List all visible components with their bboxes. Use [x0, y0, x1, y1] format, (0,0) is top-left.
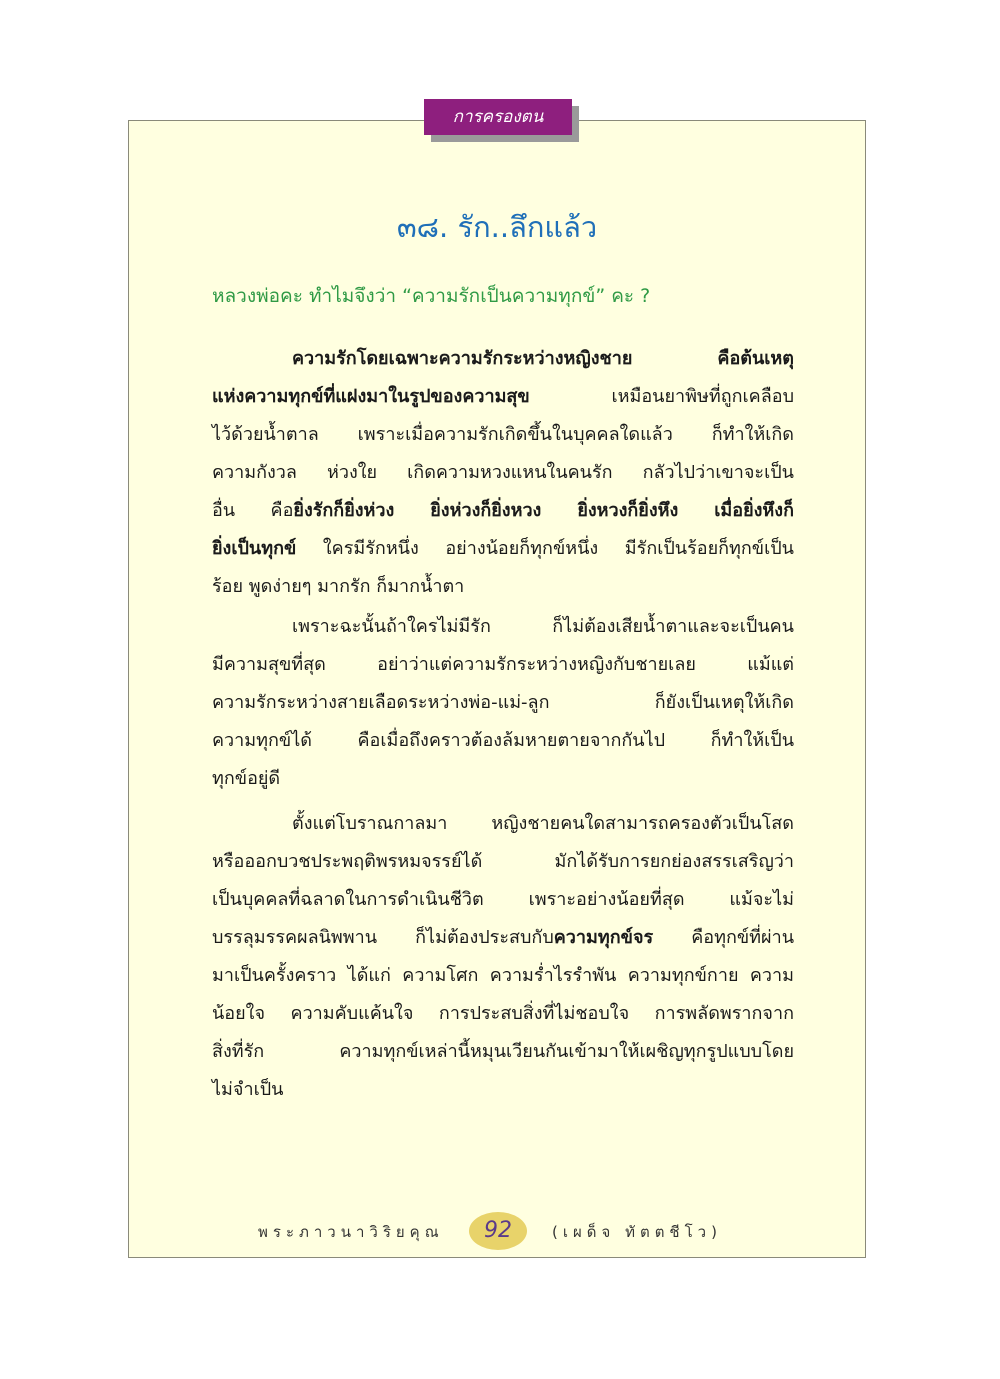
bold-text: ยิ่งเป็นทุกข์ [212, 538, 297, 559]
text-line: ไว้ด้วยน้ำตาล เพราะเมื่อความรักเกิดขึ้นในบุคคลใดแล้ว ก็ทำให้เกิด [212, 424, 794, 445]
text-line [212, 919, 794, 957]
text-line: สิ่งที่รัก ความทุกข์เหล่านี้หมุนเวียนกันเข้ามาให้เผชิญทุกรูปแบบโดย [212, 1041, 794, 1062]
text-line: หรือออกบวชประพฤติพรหมจรรย์ได้ มักได้รับการยกย่องสรรเสริญว่า [212, 851, 794, 872]
text-span: บรรลุมรรคผลนิพพาน ก็ไม่ต้องประสบกับ [212, 927, 554, 948]
text-span: ใครมีรักหนึ่ง อย่างน้อยก็ทุกข์หนึ่ง มีรักเป็นร้อยก็ทุกข์เป็น [296, 538, 794, 559]
text-line [212, 378, 794, 416]
text-line: ทุกข์อยู่ดี [212, 768, 281, 789]
bold-text: ความรักโดยเฉพาะความรักระหว่างหญิงชาย คือต้นเหตุ [292, 348, 794, 369]
page-number: 92 [484, 1218, 512, 1243]
text-line [212, 530, 794, 568]
text-line: เพราะฉะนั้นถ้าใครไม่มีรัก ก็ไม่ต้องเสียน้ำตาและจะเป็นคน [292, 616, 794, 637]
text-line: มีความสุขที่สุด อย่าว่าแต่ความรักระหว่างหญิงกับชายเลย แม้แต่ [212, 654, 794, 675]
text-span: เหมือนยาพิษที่ถูกเคลือบ [529, 386, 794, 407]
question-heading: หลวงพ่อคะ ทำไมจึงว่า “ความรักเป็นความทุกข์” คะ ? [212, 285, 651, 307]
text-span: คือทุกข์ที่ผ่าน [653, 927, 795, 948]
text-line [212, 340, 794, 378]
section-tag: การครองตน [424, 99, 572, 135]
paragraph-2 [212, 608, 794, 798]
footer-author: (เผด็จ ทัตตชีโว) [552, 1223, 722, 1241]
text-line: ความทุกข์ได้ คือเมื่อถึงคราวต้องล้มหายตายจากกันไป ก็ทำให้เป็น [212, 730, 794, 751]
text-line: มาเป็นครั้งคราว ได้แก่ ความโศก ความร่ำไรรำพัน ความทุกข์กาย ความ [212, 965, 794, 986]
text-line: ความกังวล ห่วงใย เกิดความหวงแหนในคนรัก กลัวไปว่าเขาจะเป็น [212, 462, 794, 483]
bold-text: ความทุกข์จร [553, 927, 654, 948]
paragraph-3 [212, 805, 794, 1109]
page-footer [0, 1212, 1000, 1252]
text-line: ไม่จำเป็น [212, 1079, 284, 1100]
text-line: ตั้งแต่โบราณกาลมา หญิงชายคนใดสามารถครองตัวเป็นโสด [292, 813, 794, 834]
bold-text: ยิ่งรักก็ยิ่งห่วง ยิ่งห่วงก็ยิ่งหวง ยิ่งหวงก็ยิ่งหึง เมื่อยิ่งหึงก็ [293, 500, 794, 521]
chapter-title: ๓๘. รัก..ลึกแล้ว [396, 210, 598, 244]
text-line [212, 492, 794, 530]
footer-book-title: พระภาวนาวิริยคุณ [258, 1223, 444, 1241]
text-span: อื่น คือ [212, 500, 294, 521]
text-line: เป็นบุคคลที่ฉลาดในการดำเนินชีวิต เพราะอย่างน้อยที่สุด แม้จะไม่ [212, 889, 794, 910]
page-number-badge [469, 1212, 527, 1250]
paragraph-1 [212, 340, 794, 606]
bold-text: แห่งความทุกข์ที่แฝงมาในรูปของความสุข [212, 386, 530, 407]
text-line: ความรักระหว่างสายเลือดระหว่างพ่อ-แม่-ลูก ก็ยังเป็นเหตุให้เกิด [212, 692, 794, 713]
text-line: น้อยใจ ความคับแค้นใจ การประสบสิ่งที่ไม่ชอบใจ การพลัดพรากจาก [212, 1003, 794, 1024]
text-line: ร้อย พูดง่ายๆ มากรัก ก็มากน้ำตา [212, 576, 465, 597]
